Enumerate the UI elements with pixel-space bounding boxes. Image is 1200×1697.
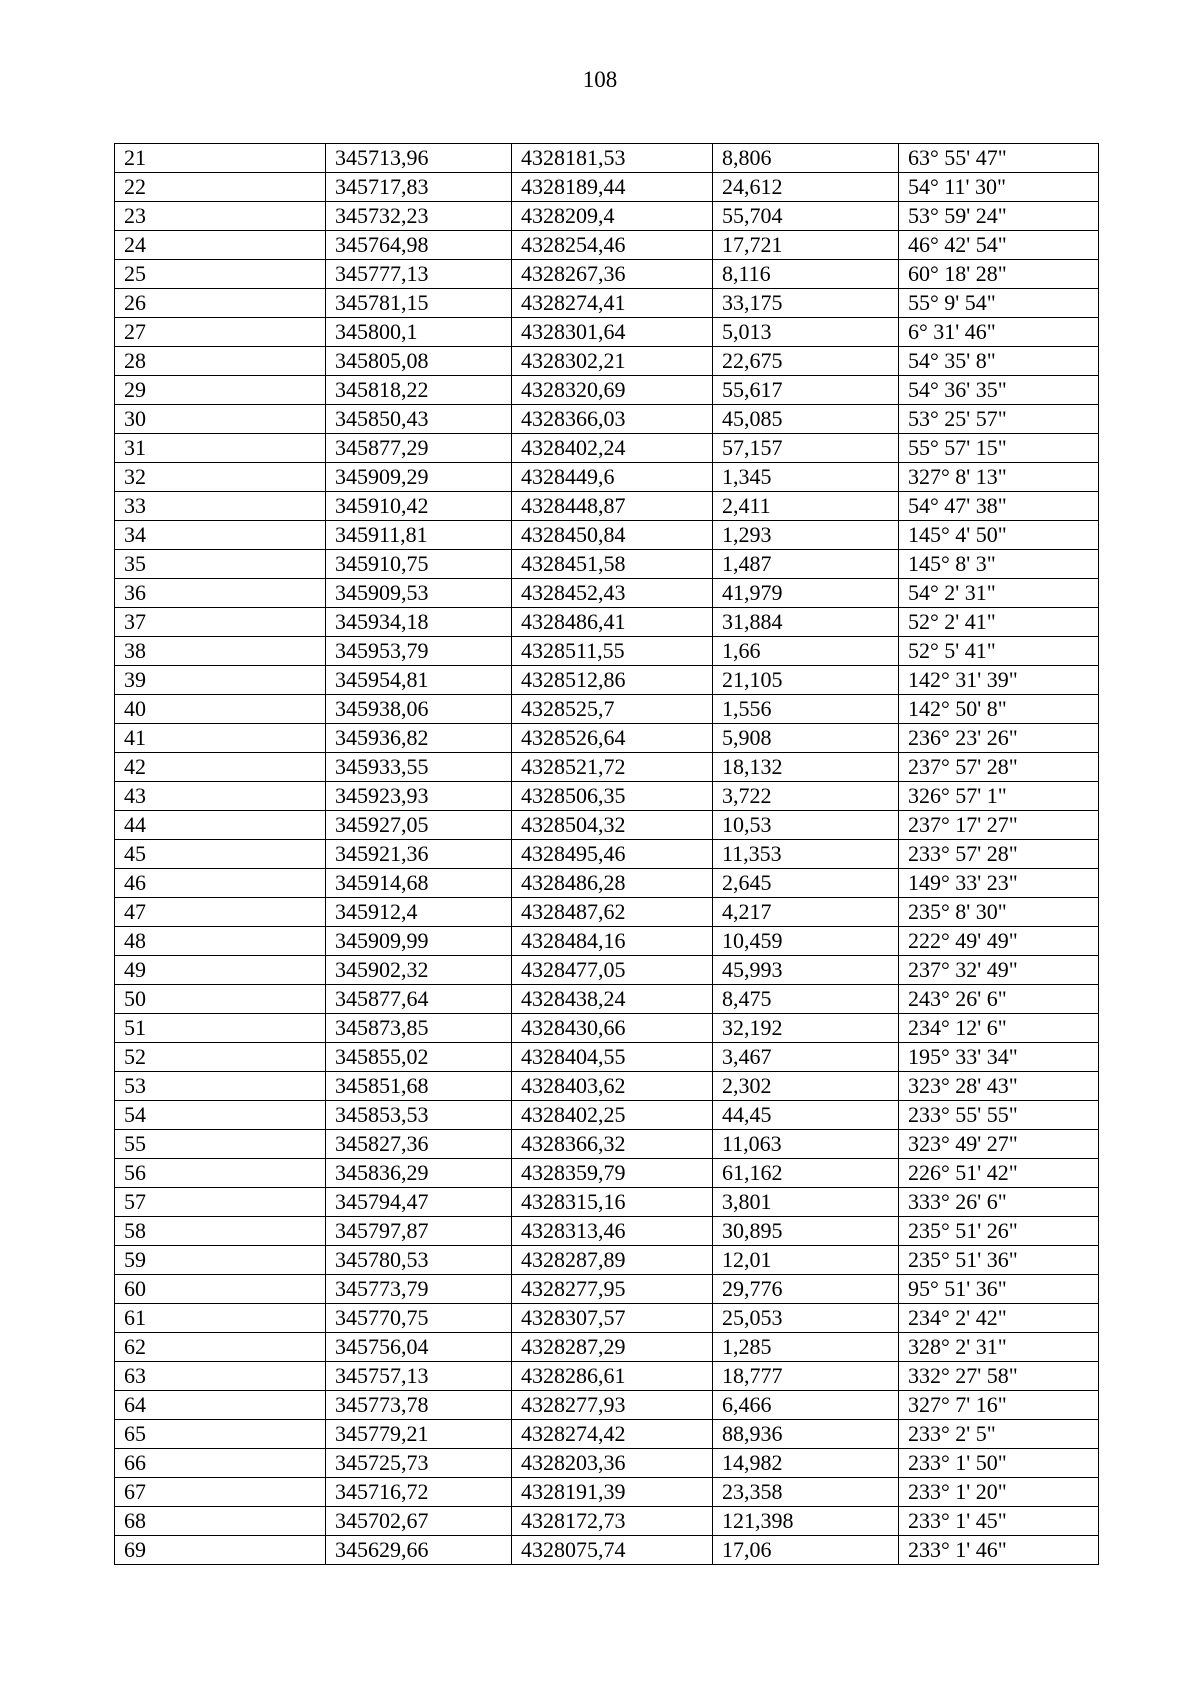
length-cell: 17,06 [713, 1536, 899, 1565]
x-coordinate-cell: 345716,72 [326, 1478, 512, 1507]
x-coordinate-cell: 345800,1 [326, 318, 512, 347]
table-row [115, 173, 1099, 202]
y-coordinate-cell: 4328181,53 [512, 144, 713, 173]
table-row [115, 318, 1099, 347]
table-row [115, 724, 1099, 753]
y-coordinate-cell: 4328521,72 [512, 753, 713, 782]
length-cell: 8,116 [713, 260, 899, 289]
length-cell: 5,013 [713, 318, 899, 347]
x-coordinate-cell: 345773,78 [326, 1391, 512, 1420]
table-row [115, 1304, 1099, 1333]
length-cell: 3,722 [713, 782, 899, 811]
y-coordinate-cell: 4328504,32 [512, 811, 713, 840]
point-number-cell: 38 [115, 637, 326, 666]
table-row [115, 1159, 1099, 1188]
point-number-cell: 40 [115, 695, 326, 724]
point-number-cell: 54 [115, 1101, 326, 1130]
length-cell: 41,979 [713, 579, 899, 608]
x-coordinate-cell: 345910,42 [326, 492, 512, 521]
length-cell: 17,721 [713, 231, 899, 260]
length-cell: 30,895 [713, 1217, 899, 1246]
length-cell: 3,467 [713, 1043, 899, 1072]
bearing-cell: 226° 51' 42" [899, 1159, 1099, 1188]
y-coordinate-cell: 4328366,32 [512, 1130, 713, 1159]
coordinates-table [114, 143, 1099, 1565]
y-coordinate-cell: 4328267,36 [512, 260, 713, 289]
y-coordinate-cell: 4328451,58 [512, 550, 713, 579]
bearing-cell: 52° 2' 41" [899, 608, 1099, 637]
y-coordinate-cell: 4328495,46 [512, 840, 713, 869]
point-number-cell: 37 [115, 608, 326, 637]
point-number-cell: 35 [115, 550, 326, 579]
x-coordinate-cell: 345629,66 [326, 1536, 512, 1565]
x-coordinate-cell: 345725,73 [326, 1449, 512, 1478]
table-row [115, 1391, 1099, 1420]
y-coordinate-cell: 4328191,39 [512, 1478, 713, 1507]
length-cell: 45,993 [713, 956, 899, 985]
table-row [115, 1478, 1099, 1507]
point-number-cell: 60 [115, 1275, 326, 1304]
table-row [115, 608, 1099, 637]
bearing-cell: 233° 2' 5" [899, 1420, 1099, 1449]
y-coordinate-cell: 4328286,61 [512, 1362, 713, 1391]
bearing-cell: 323° 28' 43" [899, 1072, 1099, 1101]
y-coordinate-cell: 4328448,87 [512, 492, 713, 521]
x-coordinate-cell: 345933,55 [326, 753, 512, 782]
point-number-cell: 48 [115, 927, 326, 956]
point-number-cell: 43 [115, 782, 326, 811]
point-number-cell: 32 [115, 463, 326, 492]
bearing-cell: 142° 31' 39" [899, 666, 1099, 695]
table-row [115, 260, 1099, 289]
length-cell: 2,411 [713, 492, 899, 521]
x-coordinate-cell: 345773,79 [326, 1275, 512, 1304]
bearing-cell: 323° 49' 27" [899, 1130, 1099, 1159]
table-row [115, 1217, 1099, 1246]
x-coordinate-cell: 345797,87 [326, 1217, 512, 1246]
table-row [115, 1333, 1099, 1362]
point-number-cell: 31 [115, 434, 326, 463]
y-coordinate-cell: 4328402,25 [512, 1101, 713, 1130]
length-cell: 18,132 [713, 753, 899, 782]
y-coordinate-cell: 4328209,4 [512, 202, 713, 231]
bearing-cell: 54° 11' 30" [899, 173, 1099, 202]
point-number-cell: 26 [115, 289, 326, 318]
length-cell: 6,466 [713, 1391, 899, 1420]
length-cell: 55,617 [713, 376, 899, 405]
point-number-cell: 53 [115, 1072, 326, 1101]
x-coordinate-cell: 345855,02 [326, 1043, 512, 1072]
bearing-cell: 63° 55' 47" [899, 144, 1099, 173]
y-coordinate-cell: 4328484,16 [512, 927, 713, 956]
table-row [115, 637, 1099, 666]
y-coordinate-cell: 4328487,62 [512, 898, 713, 927]
table-row [115, 289, 1099, 318]
y-coordinate-cell: 4328172,73 [512, 1507, 713, 1536]
bearing-cell: 53° 59' 24" [899, 202, 1099, 231]
table-row [115, 376, 1099, 405]
bearing-cell: 326° 57' 1" [899, 782, 1099, 811]
y-coordinate-cell: 4328486,28 [512, 869, 713, 898]
length-cell: 121,398 [713, 1507, 899, 1536]
table-row [115, 869, 1099, 898]
length-cell: 5,908 [713, 724, 899, 753]
x-coordinate-cell: 345911,81 [326, 521, 512, 550]
length-cell: 21,105 [713, 666, 899, 695]
point-number-cell: 30 [115, 405, 326, 434]
table-row [115, 1246, 1099, 1275]
x-coordinate-cell: 345777,13 [326, 260, 512, 289]
x-coordinate-cell: 345923,93 [326, 782, 512, 811]
bearing-cell: 95° 51' 36" [899, 1275, 1099, 1304]
point-number-cell: 21 [115, 144, 326, 173]
table-row [115, 666, 1099, 695]
point-number-cell: 34 [115, 521, 326, 550]
length-cell: 61,162 [713, 1159, 899, 1188]
bearing-cell: 222° 49' 49" [899, 927, 1099, 956]
y-coordinate-cell: 4328438,24 [512, 985, 713, 1014]
x-coordinate-cell: 345927,05 [326, 811, 512, 840]
point-number-cell: 41 [115, 724, 326, 753]
x-coordinate-cell: 345914,68 [326, 869, 512, 898]
point-number-cell: 51 [115, 1014, 326, 1043]
table-row [115, 1014, 1099, 1043]
point-number-cell: 57 [115, 1188, 326, 1217]
x-coordinate-cell: 345850,43 [326, 405, 512, 434]
length-cell: 29,776 [713, 1275, 899, 1304]
bearing-cell: 235° 51' 26" [899, 1217, 1099, 1246]
point-number-cell: 28 [115, 347, 326, 376]
table-row [115, 550, 1099, 579]
bearing-cell: 233° 1' 45" [899, 1507, 1099, 1536]
point-number-cell: 63 [115, 1362, 326, 1391]
x-coordinate-cell: 345938,06 [326, 695, 512, 724]
table-row [115, 927, 1099, 956]
table-row [115, 956, 1099, 985]
y-coordinate-cell: 4328526,64 [512, 724, 713, 753]
bearing-cell: 55° 57' 15" [899, 434, 1099, 463]
bearing-cell: 234° 2' 42" [899, 1304, 1099, 1333]
bearing-cell: 149° 33' 23" [899, 869, 1099, 898]
length-cell: 31,884 [713, 608, 899, 637]
length-cell: 33,175 [713, 289, 899, 318]
point-number-cell: 67 [115, 1478, 326, 1507]
y-coordinate-cell: 4328302,21 [512, 347, 713, 376]
table-row [115, 1130, 1099, 1159]
point-number-cell: 50 [115, 985, 326, 1014]
bearing-cell: 333° 26' 6" [899, 1188, 1099, 1217]
table-row [115, 405, 1099, 434]
length-cell: 8,806 [713, 144, 899, 173]
y-coordinate-cell: 4328313,46 [512, 1217, 713, 1246]
length-cell: 4,217 [713, 898, 899, 927]
bearing-cell: 55° 9' 54" [899, 289, 1099, 318]
x-coordinate-cell: 345805,08 [326, 347, 512, 376]
point-number-cell: 55 [115, 1130, 326, 1159]
bearing-cell: 237° 57' 28" [899, 753, 1099, 782]
y-coordinate-cell: 4328315,16 [512, 1188, 713, 1217]
table-row [115, 579, 1099, 608]
table-row [115, 1188, 1099, 1217]
length-cell: 32,192 [713, 1014, 899, 1043]
y-coordinate-cell: 4328404,55 [512, 1043, 713, 1072]
x-coordinate-cell: 345873,85 [326, 1014, 512, 1043]
point-number-cell: 68 [115, 1507, 326, 1536]
x-coordinate-cell: 345902,32 [326, 956, 512, 985]
length-cell: 88,936 [713, 1420, 899, 1449]
table-row [115, 753, 1099, 782]
table-row [115, 463, 1099, 492]
y-coordinate-cell: 4328452,43 [512, 579, 713, 608]
bearing-cell: 233° 1' 46" [899, 1536, 1099, 1565]
page-number: 108 [582, 67, 618, 92]
bearing-cell: 54° 47' 38" [899, 492, 1099, 521]
x-coordinate-cell: 345827,36 [326, 1130, 512, 1159]
table-row [115, 1507, 1099, 1536]
table-row [115, 811, 1099, 840]
point-number-cell: 24 [115, 231, 326, 260]
length-cell: 10,53 [713, 811, 899, 840]
length-cell: 25,053 [713, 1304, 899, 1333]
y-coordinate-cell: 4328307,57 [512, 1304, 713, 1333]
point-number-cell: 22 [115, 173, 326, 202]
table-row [115, 840, 1099, 869]
x-coordinate-cell: 345756,04 [326, 1333, 512, 1362]
x-coordinate-cell: 345757,13 [326, 1362, 512, 1391]
x-coordinate-cell: 345877,29 [326, 434, 512, 463]
bearing-cell: 233° 55' 55" [899, 1101, 1099, 1130]
y-coordinate-cell: 4328203,36 [512, 1449, 713, 1478]
length-cell: 1,345 [713, 463, 899, 492]
bearing-cell: 53° 25' 57" [899, 405, 1099, 434]
length-cell: 11,063 [713, 1130, 899, 1159]
table-row [115, 202, 1099, 231]
x-coordinate-cell: 345910,75 [326, 550, 512, 579]
x-coordinate-cell: 345912,4 [326, 898, 512, 927]
y-coordinate-cell: 4328075,74 [512, 1536, 713, 1565]
bearing-cell: 233° 1' 20" [899, 1478, 1099, 1507]
length-cell: 3,801 [713, 1188, 899, 1217]
x-coordinate-cell: 345936,82 [326, 724, 512, 753]
bearing-cell: 145° 4' 50" [899, 521, 1099, 550]
length-cell: 14,982 [713, 1449, 899, 1478]
length-cell: 2,645 [713, 869, 899, 898]
table-row [115, 434, 1099, 463]
point-number-cell: 62 [115, 1333, 326, 1362]
bearing-cell: 237° 32' 49" [899, 956, 1099, 985]
point-number-cell: 25 [115, 260, 326, 289]
length-cell: 24,612 [713, 173, 899, 202]
x-coordinate-cell: 345713,96 [326, 144, 512, 173]
bearing-cell: 54° 36' 35" [899, 376, 1099, 405]
x-coordinate-cell: 345818,22 [326, 376, 512, 405]
x-coordinate-cell: 345909,29 [326, 463, 512, 492]
bearing-cell: 235° 8' 30" [899, 898, 1099, 927]
length-cell: 18,777 [713, 1362, 899, 1391]
y-coordinate-cell: 4328403,62 [512, 1072, 713, 1101]
x-coordinate-cell: 345953,79 [326, 637, 512, 666]
length-cell: 12,01 [713, 1246, 899, 1275]
table-row [115, 492, 1099, 521]
point-number-cell: 42 [115, 753, 326, 782]
table-row [115, 1072, 1099, 1101]
point-number-cell: 65 [115, 1420, 326, 1449]
x-coordinate-cell: 345780,53 [326, 1246, 512, 1275]
y-coordinate-cell: 4328366,03 [512, 405, 713, 434]
length-cell: 1,556 [713, 695, 899, 724]
y-coordinate-cell: 4328359,79 [512, 1159, 713, 1188]
x-coordinate-cell: 345909,53 [326, 579, 512, 608]
length-cell: 8,475 [713, 985, 899, 1014]
length-cell: 1,487 [713, 550, 899, 579]
point-number-cell: 33 [115, 492, 326, 521]
bearing-cell: 46° 42' 54" [899, 231, 1099, 260]
point-number-cell: 61 [115, 1304, 326, 1333]
y-coordinate-cell: 4328274,42 [512, 1420, 713, 1449]
y-coordinate-cell: 4328277,95 [512, 1275, 713, 1304]
point-number-cell: 36 [115, 579, 326, 608]
table-row [115, 1101, 1099, 1130]
coordinates-table-body [115, 144, 1099, 1565]
y-coordinate-cell: 4328511,55 [512, 637, 713, 666]
length-cell: 2,302 [713, 1072, 899, 1101]
length-cell: 11,353 [713, 840, 899, 869]
y-coordinate-cell: 4328320,69 [512, 376, 713, 405]
y-coordinate-cell: 4328277,93 [512, 1391, 713, 1420]
y-coordinate-cell: 4328450,84 [512, 521, 713, 550]
length-cell: 1,285 [713, 1333, 899, 1362]
y-coordinate-cell: 4328274,41 [512, 289, 713, 318]
table-row [115, 1362, 1099, 1391]
length-cell: 1,293 [713, 521, 899, 550]
bearing-cell: 243° 26' 6" [899, 985, 1099, 1014]
y-coordinate-cell: 4328449,6 [512, 463, 713, 492]
bearing-cell: 235° 51' 36" [899, 1246, 1099, 1275]
length-cell: 1,66 [713, 637, 899, 666]
point-number-cell: 64 [115, 1391, 326, 1420]
point-number-cell: 23 [115, 202, 326, 231]
bearing-cell: 195° 33' 34" [899, 1043, 1099, 1072]
y-coordinate-cell: 4328287,29 [512, 1333, 713, 1362]
table-row [115, 1536, 1099, 1565]
x-coordinate-cell: 345794,47 [326, 1188, 512, 1217]
x-coordinate-cell: 345921,36 [326, 840, 512, 869]
bearing-cell: 327° 8' 13" [899, 463, 1099, 492]
point-number-cell: 56 [115, 1159, 326, 1188]
table-row [115, 898, 1099, 927]
bearing-cell: 52° 5' 41" [899, 637, 1099, 666]
length-cell: 57,157 [713, 434, 899, 463]
point-number-cell: 52 [115, 1043, 326, 1072]
y-coordinate-cell: 4328477,05 [512, 956, 713, 985]
point-number-cell: 58 [115, 1217, 326, 1246]
point-number-cell: 44 [115, 811, 326, 840]
length-cell: 45,085 [713, 405, 899, 434]
y-coordinate-cell: 4328189,44 [512, 173, 713, 202]
table-row [115, 1275, 1099, 1304]
y-coordinate-cell: 4328402,24 [512, 434, 713, 463]
table-row [115, 1043, 1099, 1072]
table-row [115, 1420, 1099, 1449]
bearing-cell: 332° 27' 58" [899, 1362, 1099, 1391]
table-row [115, 985, 1099, 1014]
point-number-cell: 59 [115, 1246, 326, 1275]
x-coordinate-cell: 345732,23 [326, 202, 512, 231]
point-number-cell: 45 [115, 840, 326, 869]
bearing-cell: 234° 12' 6" [899, 1014, 1099, 1043]
point-number-cell: 46 [115, 869, 326, 898]
y-coordinate-cell: 4328254,46 [512, 231, 713, 260]
point-number-cell: 27 [115, 318, 326, 347]
table-row [115, 144, 1099, 173]
x-coordinate-cell: 345702,67 [326, 1507, 512, 1536]
x-coordinate-cell: 345781,15 [326, 289, 512, 318]
x-coordinate-cell: 345877,64 [326, 985, 512, 1014]
length-cell: 23,358 [713, 1478, 899, 1507]
point-number-cell: 66 [115, 1449, 326, 1478]
table-row [115, 231, 1099, 260]
x-coordinate-cell: 345853,53 [326, 1101, 512, 1130]
bearing-cell: 328° 2' 31" [899, 1333, 1099, 1362]
table-row [115, 347, 1099, 376]
length-cell: 55,704 [713, 202, 899, 231]
x-coordinate-cell: 345836,29 [326, 1159, 512, 1188]
bearing-cell: 54° 35' 8" [899, 347, 1099, 376]
x-coordinate-cell: 345764,98 [326, 231, 512, 260]
y-coordinate-cell: 4328486,41 [512, 608, 713, 637]
x-coordinate-cell: 345954,81 [326, 666, 512, 695]
bearing-cell: 54° 2' 31" [899, 579, 1099, 608]
x-coordinate-cell: 345851,68 [326, 1072, 512, 1101]
bearing-cell: 236° 23' 26" [899, 724, 1099, 753]
bearing-cell: 6° 31' 46" [899, 318, 1099, 347]
y-coordinate-cell: 4328430,66 [512, 1014, 713, 1043]
point-number-cell: 69 [115, 1536, 326, 1565]
bearing-cell: 237° 17' 27" [899, 811, 1099, 840]
point-number-cell: 49 [115, 956, 326, 985]
table-row [115, 782, 1099, 811]
x-coordinate-cell: 345779,21 [326, 1420, 512, 1449]
x-coordinate-cell: 345909,99 [326, 927, 512, 956]
table-row [115, 521, 1099, 550]
x-coordinate-cell: 345770,75 [326, 1304, 512, 1333]
point-number-cell: 47 [115, 898, 326, 927]
length-cell: 44,45 [713, 1101, 899, 1130]
bearing-cell: 145° 8' 3" [899, 550, 1099, 579]
y-coordinate-cell: 4328287,89 [512, 1246, 713, 1275]
table-row [115, 695, 1099, 724]
table-row [115, 1449, 1099, 1478]
point-number-cell: 39 [115, 666, 326, 695]
y-coordinate-cell: 4328525,7 [512, 695, 713, 724]
y-coordinate-cell: 4328506,35 [512, 782, 713, 811]
bearing-cell: 60° 18' 28" [899, 260, 1099, 289]
length-cell: 10,459 [713, 927, 899, 956]
point-number-cell: 29 [115, 376, 326, 405]
bearing-cell: 142° 50' 8" [899, 695, 1099, 724]
length-cell: 22,675 [713, 347, 899, 376]
bearing-cell: 233° 57' 28" [899, 840, 1099, 869]
bearing-cell: 233° 1' 50" [899, 1449, 1099, 1478]
x-coordinate-cell: 345934,18 [326, 608, 512, 637]
y-coordinate-cell: 4328512,86 [512, 666, 713, 695]
bearing-cell: 327° 7' 16" [899, 1391, 1099, 1420]
x-coordinate-cell: 345717,83 [326, 173, 512, 202]
y-coordinate-cell: 4328301,64 [512, 318, 713, 347]
